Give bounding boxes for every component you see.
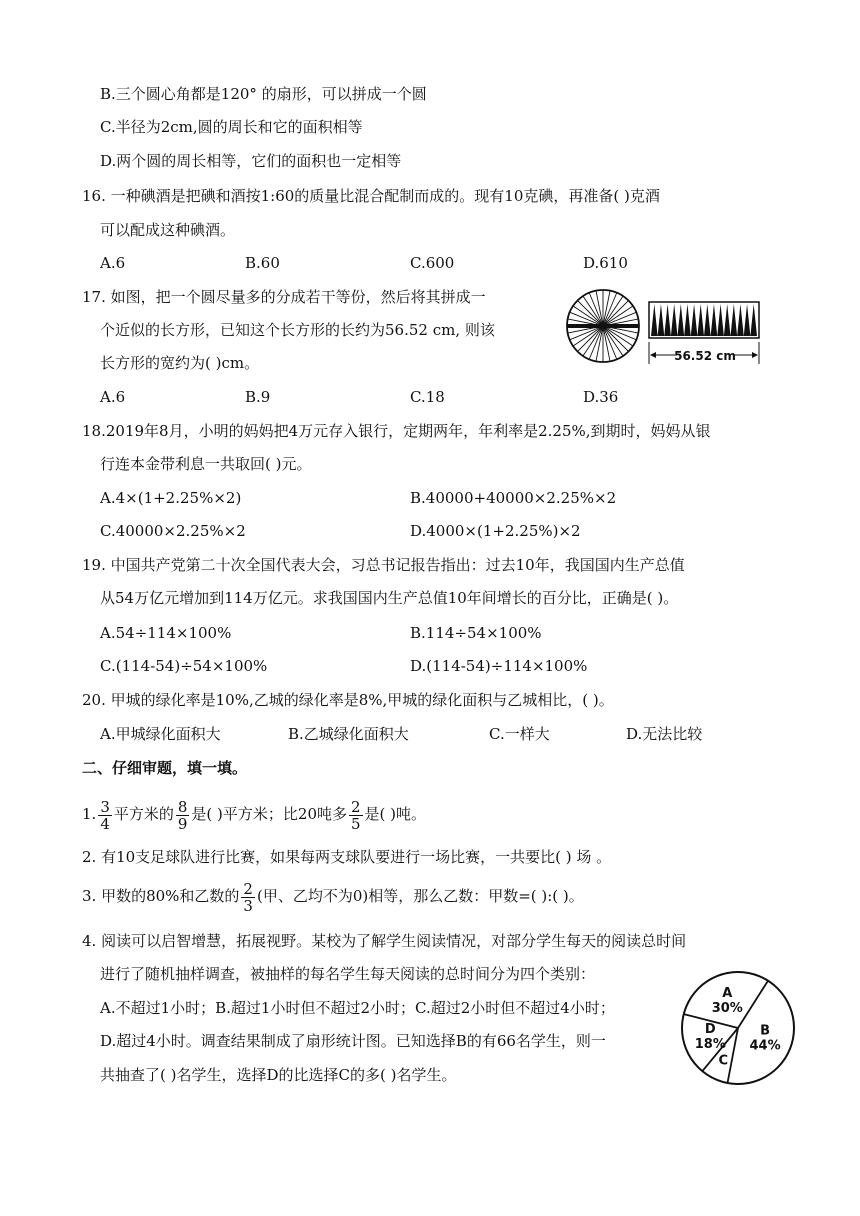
q15-option-d: D.两个圆的周长相等，它们的面积也一定相等 [100,152,402,170]
pie-pct-a: 30% [711,1000,743,1016]
q19-option-b: B.114÷54×100% [410,624,542,642]
fill2-line: 2. 有10支足球队进行比赛，如果每两支球队要进行一场比赛，一共要比( ) 场 。 [82,848,612,866]
length-dimension [649,342,759,364]
fill4-line4: D.超过4小时。调查结果制成了扇形统计图。已知选择B的有66名学生，则一 [100,1032,606,1050]
q15-option-c: C.半径为2cm,圆的周长和它的面积相等 [100,118,363,136]
fill4-line5: 共抽查了( )名学生，选择D的比选择C的多( )名学生。 [100,1066,457,1084]
q17-stem-line3: 长方形的宽约为( )cm。 [100,354,260,372]
pie-label-b: B [760,1023,771,1039]
fraction-2-3: $\frac{2}{3}$ [243,879,253,915]
q16-option-d: D.610 [583,254,628,272]
q19-stem-line1: 19. 中国共产党第二十次全国代表大会，习总书记报告指出：过去10年，我国国内生产总值 [82,556,685,574]
q16-option-b: B.60 [245,254,280,272]
q17-stem-line1: 17. 如图，把一个圆尽量多的分成若干等份，然后将其拼成一 [82,288,486,306]
q18-option-b: B.40000+40000×2.25%×2 [410,489,617,507]
q19-option-a: A.54÷114×100% [100,624,232,642]
q18-stem-line1: 18.2019年8月，小明的妈妈把4万元存入银行，定期两年，年利率是2.25%,到期时，妈妈从银 [82,422,711,440]
reading-pie-chart [678,968,798,1088]
fill3-line: 3. 甲数的80%和乙数的 $\frac{2}{3}$ (甲、乙均不为0)相等，那么乙数：甲数=( ):( )。 [82,879,584,915]
q17-option-b: B.9 [245,388,271,406]
q19-option-c: C.(114-54)÷54×100% [100,657,268,675]
q16-stem-line2: 可以配成这种碘酒。 [100,221,236,239]
q20-option-c: C.一样大 [489,725,550,743]
divided-circle [567,290,639,362]
fraction-3-4: $\frac{3}{4}$ [100,797,110,833]
length-label: 56.52 cm [674,349,736,363]
q17-option-a: A.6 [100,388,126,406]
fill4-line3: A.不超过1小时；B.超过1小时但不超过2小时；C.超过2小时但不超过4小时； [100,999,615,1017]
q15-option-b: B.三个圆心角都是120° 的扇形，可以拼成一个圆 [100,85,427,103]
q20-option-d: D.无法比较 [626,725,703,743]
fraction-2-5: $\frac{2}{5}$ [350,797,361,833]
q17-option-d: D.36 [583,388,619,406]
fill4-line1: 4. 阅读可以启智增慧，拓展视野。某校为了解学生阅读情况，对部分学生每天的阅读总时间 [82,932,687,950]
q20-option-a: A.甲城绿化面积大 [100,725,221,743]
fraction-8-9: $\frac{8}{9}$ [177,797,188,833]
fill1-line: 1. $\frac{3}{4}$ 平方米的 $\frac{8}{9}$ 是( )平方米；比20吨多 $\frac{2}{5}$ 是( )吨。 [82,797,427,833]
pie-label-d: D [704,1021,716,1037]
pie-label-c: C [718,1053,728,1069]
approx-rectangle [649,302,759,338]
pie-pct-d: 18% [694,1036,726,1052]
q20-stem-line1: 20. 甲城的绿化率是10%,乙城的绿化率是8%,甲城的绿化面积与乙城相比，( )。 [82,691,614,709]
q16-option-a: A.6 [100,254,126,272]
pie-label-a: A [722,985,733,1001]
q19-stem-line2: 从54万亿元增加到114万亿元。求我国国内生产总值10年间增长的百分比，正确是( )。 [100,589,679,607]
q16-option-c: C.600 [410,254,455,272]
q18-option-c: C.40000×2.25%×2 [100,522,246,540]
pie-pct-b: 44% [749,1038,781,1054]
q18-option-a: A.4×(1+2.25%×2) [100,489,242,507]
q18-option-d: D.4000×(1+2.25%)×2 [410,522,581,540]
fill1-number: 1. [82,805,97,823]
q20-option-b: B.乙城绿化面积大 [288,725,409,743]
q18-stem-line2: 行连本金带利息一共取回( )元。 [100,455,312,473]
q17-stem-line2: 个近似的长方形，已知这个长方形的长约为56.52 cm, 则该 [100,321,495,339]
q19-option-d: D.(114-54)÷114×100% [410,657,588,675]
section2-title: 二、仔细审题，填一填。 [82,759,248,777]
q16-stem-line1: 16. 一种碘酒是把碘和酒按1:60的质量比混合配制而成的。现有10克碘，再准备( )克酒 [82,187,660,205]
fill4-line2: 进行了随机抽样调查，被抽样的每名学生每天阅读的总时间分为四个类别： [100,965,596,983]
q17-option-c: C.18 [410,388,445,406]
q17-circle-rectangle-figure [565,288,765,378]
